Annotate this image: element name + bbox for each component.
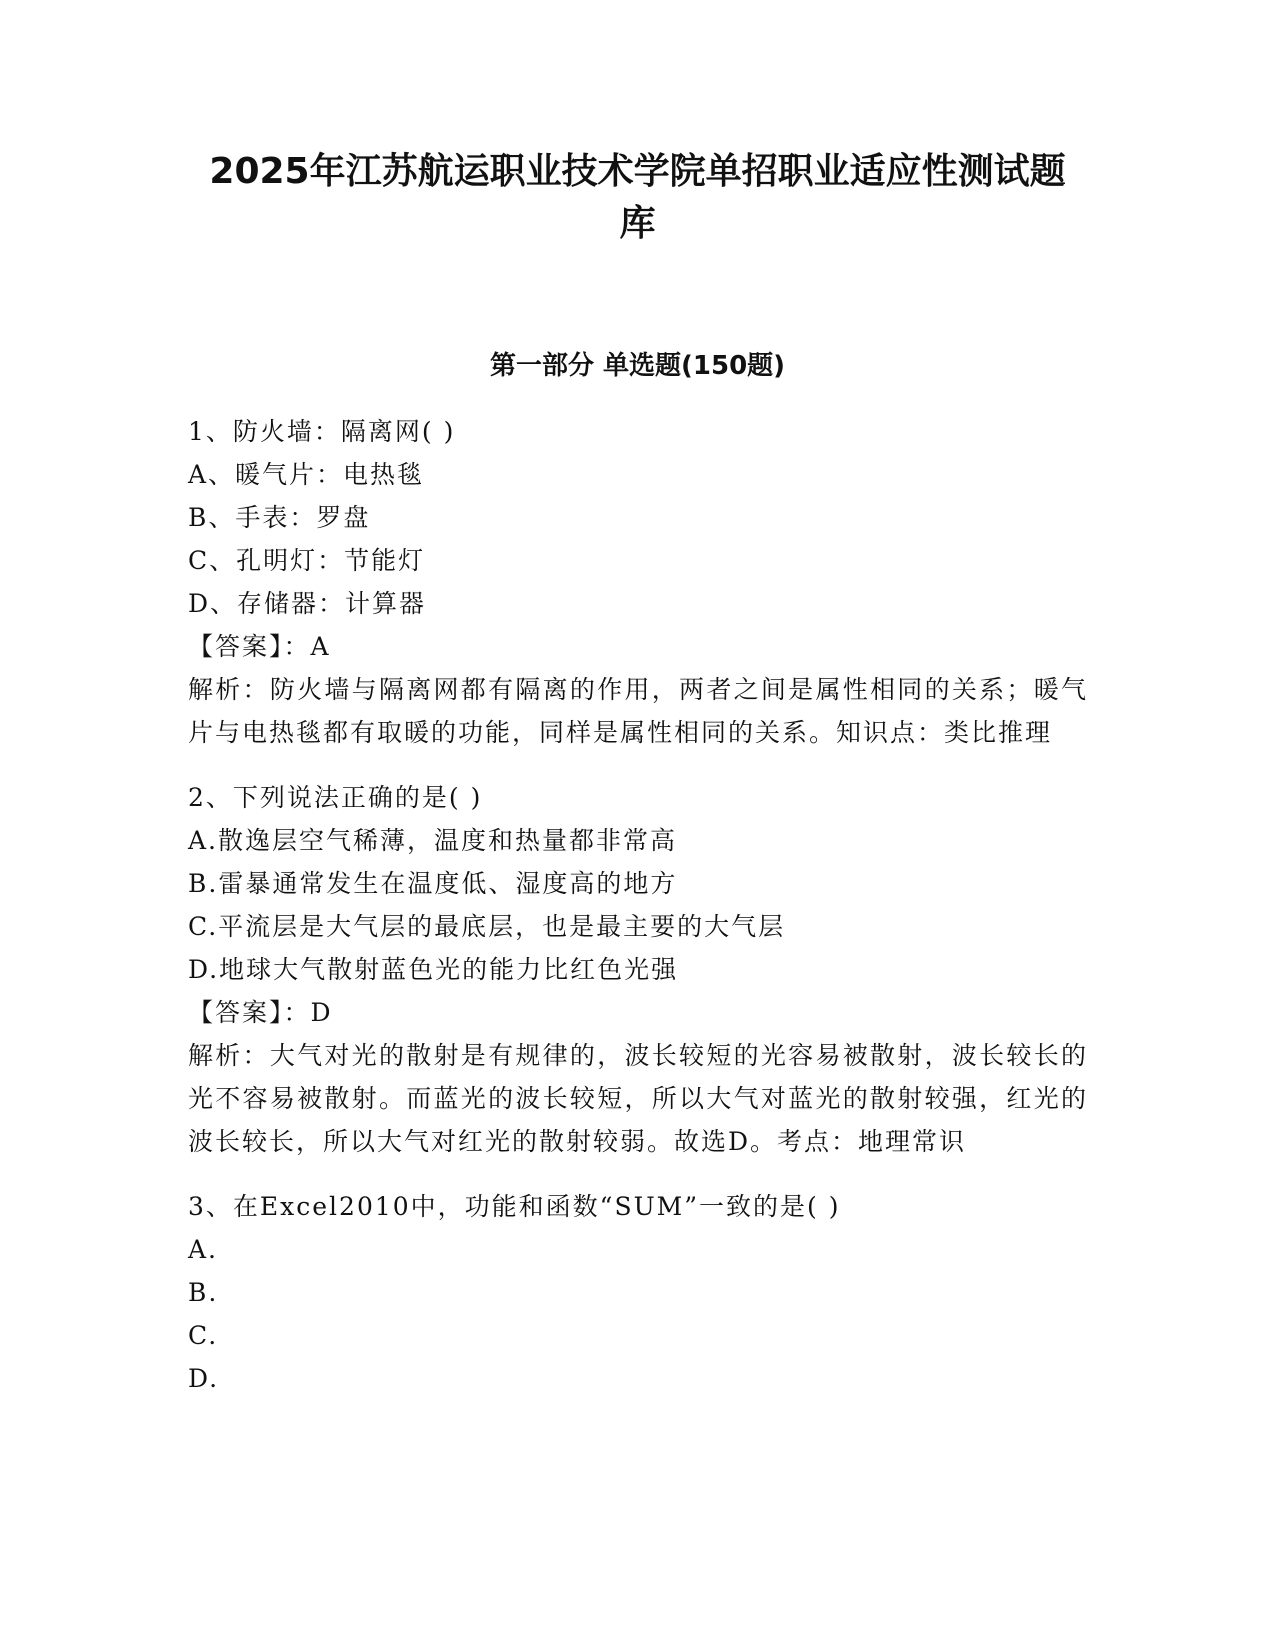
option-d: D.地球大气散射蓝色光的能力比红色光强 xyxy=(188,955,679,984)
question-stem: 1、防火墙：隔离网( ) xyxy=(188,417,456,446)
option-c: C.平流层是大气层的最底层，也是最主要的大气层 xyxy=(188,912,786,941)
option-c: C. xyxy=(188,1321,219,1350)
option-b: B.雷暴通常发生在温度低、湿度高的地方 xyxy=(188,869,678,898)
option-d: D. xyxy=(188,1364,220,1393)
answer: 【答案】：D xyxy=(188,998,333,1027)
option-a: A. xyxy=(188,1235,219,1264)
section-heading: 第一部分 单选题(150题) xyxy=(489,351,786,381)
question-1 xyxy=(188,410,1088,754)
analysis: 解析：防火墙与隔离网都有隔离的作用，两者之间是属性相同的关系；暖气片与电热毯都有取暖的功能，同样是属性相同的关系。知识点：类比推理 xyxy=(188,675,1088,747)
question-stem: 3、在Excel2010中，功能和函数“SUM”一致的是( ) xyxy=(188,1192,841,1221)
document-title-line-1: 2025年江苏航运职业技术学院单招职业适应性测试题 xyxy=(209,151,1066,192)
option-c: C、孔明灯：节能灯 xyxy=(188,546,426,575)
question-3 xyxy=(188,1185,1088,1400)
option-a: A.散逸层空气稀薄，温度和热量都非常高 xyxy=(188,826,678,855)
question-stem: 2、下列说法正确的是( ) xyxy=(188,783,483,812)
option-a: A、暖气片：电热毯 xyxy=(188,460,425,489)
option-b: B. xyxy=(188,1278,219,1307)
question-list xyxy=(188,410,1088,1422)
option-d: D、存储器：计算器 xyxy=(188,589,427,618)
analysis: 解析：大气对光的散射是有规律的，波长较短的光容易被散射，波长较长的光不容易被散射。而蓝光的波长较短，所以大气对蓝光的散射较强，红光的波长较长，所以大气对红光的散射较弱。故选D。考点：地理常识 xyxy=(188,1041,1088,1156)
answer: 【答案】：A xyxy=(188,632,331,661)
option-b: B、手表：罗盘 xyxy=(188,503,371,532)
document-title-line-2: 库 xyxy=(619,203,656,244)
document-title xyxy=(150,146,1125,250)
question-2 xyxy=(188,776,1088,1163)
